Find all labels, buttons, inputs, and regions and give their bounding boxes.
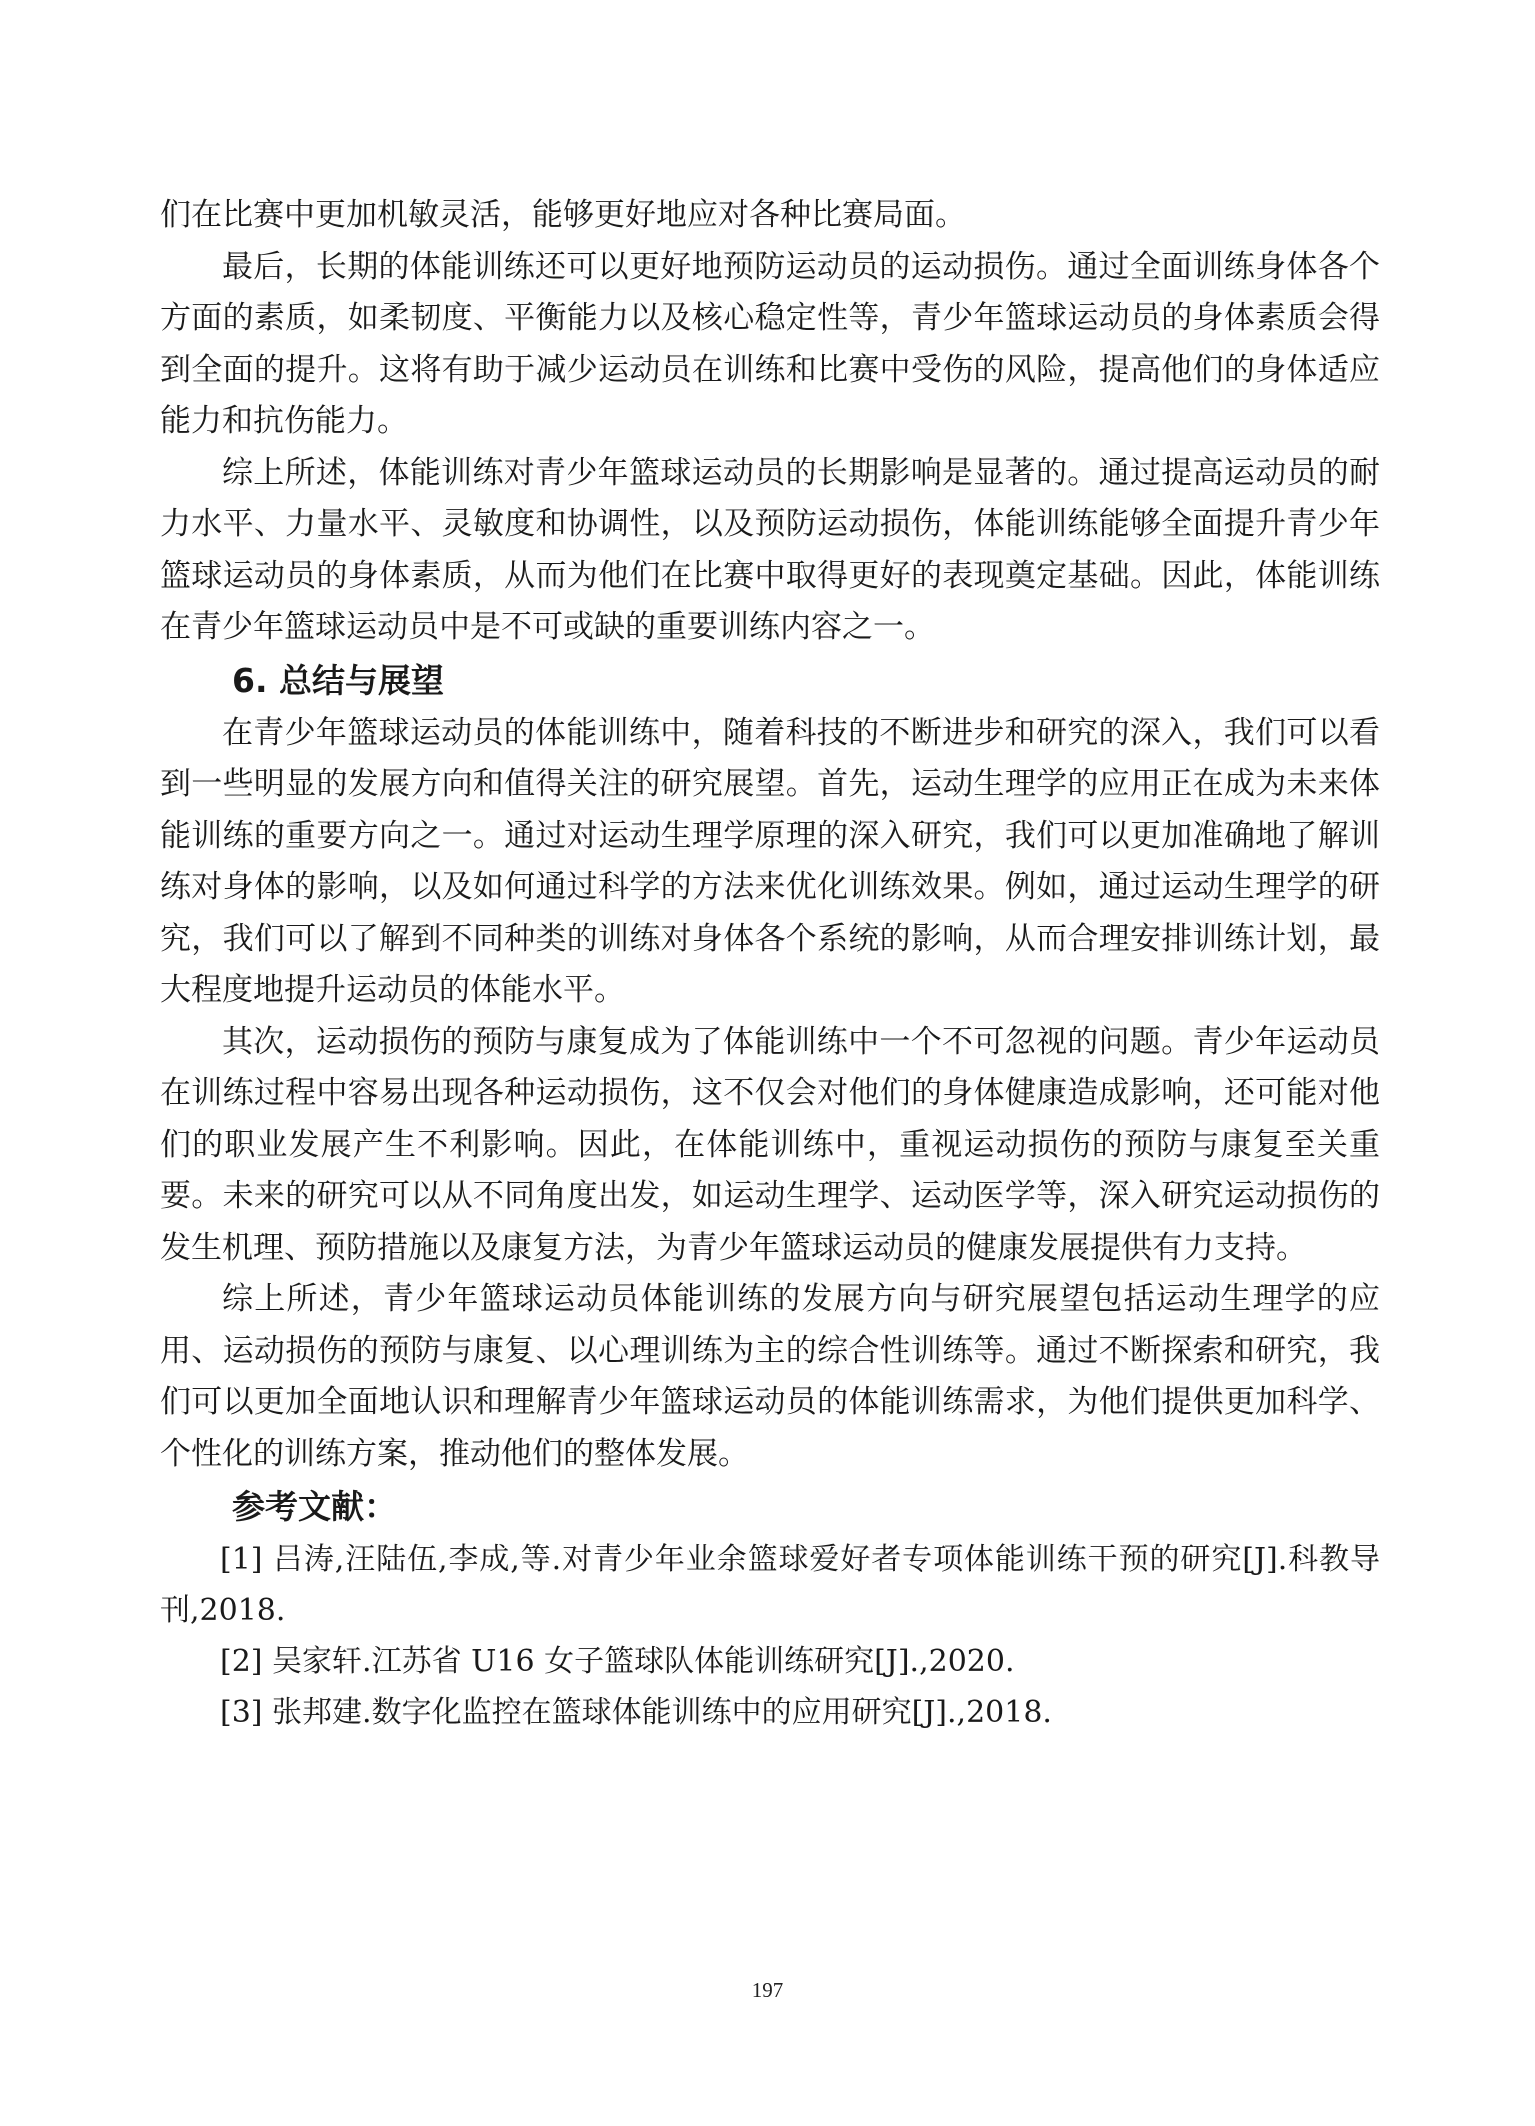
paragraph-outlook-3: 综上所述，青少年篮球运动员体能训练的发展方向与研究展望包括运动生理学的应用、运动损伤的预防与康复、以心理训练为主的综合性训练等。通过不断探索和研究，我们可以更加全面地认识和理解青少年篮球运动员的体能训练需求，为他们提供更加科学、个性化的训练方案，推动他们的整体发展。	[160, 1281, 1380, 1472]
references-heading: 参考文献：	[232, 1487, 397, 1526]
reference-item-1: [1] 吕涛,汪陆伍,李成,等.对青少年业余篮球爱好者专项体能训练干预的研究[J].科教导刊,2018.	[160, 1542, 1380, 1628]
paragraph-summary: 综上所述，体能训练对青少年篮球运动员的长期影响是显著的。通过提高运动员的耐力水平、力量水平、灵敏度和协调性，以及预防运动损伤，体能训练能够全面提升青少年篮球运动员的身体素质，从而为他们在比赛中取得更好的表现奠定基础。因此，体能训练在青少年篮球运动员中是不可或缺的重要训练内容之一。	[160, 454, 1380, 645]
reference-item-3: [3] 张邦建.数字化监控在篮球体能训练中的应用研究[J].,2018.	[220, 1695, 1052, 1730]
page-number: 197	[751, 1978, 784, 2002]
reference-item-2: [2] 吴家轩.江苏省 U16 女子篮球队体能训练研究[J].,2020.	[220, 1644, 1015, 1679]
section-heading-conclusion: 6. 总结与展望	[232, 660, 444, 700]
paragraph-outlook-2: 其次，运动损伤的预防与康复成为了体能训练中一个不可忽视的问题。青少年运动员在训练过程中容易出现各种运动损伤，这不仅会对他们的身体健康造成影响，还可能对他们的职业发展产生不利影响。因此，在体能训练中，重视运动损伤的预防与康复至关重要。未来的研究可以从不同角度出发，如运动生理学、运动医学等，深入研究运动损伤的发生机理、预防措施以及康复方法，为青少年篮球运动员的健康发展提供有力支持。	[160, 1023, 1380, 1266]
paragraph-continuation: 们在比赛中更加机敏灵活，能够更好地应对各种比赛局面。	[160, 197, 966, 233]
page-content	[160, 190, 1380, 1738]
paragraph-outlook-1: 在青少年篮球运动员的体能训练中，随着科技的不断进步和研究的深入，我们可以看到一些明显的发展方向和值得关注的研究展望。首先，运动生理学的应用正在成为未来体能训练的重要方向之一。通过对运动生理学原理的深入研究，我们可以更加准确地了解训练对身体的影响，以及如何通过科学的方法来优化训练效果。例如，通过运动生理学的研究，我们可以了解到不同种类的训练对身体各个系统的影响，从而合理安排训练计划，最大程度地提升运动员的体能水平。	[160, 714, 1380, 1008]
paragraph-injury-prevention: 最后，长期的体能训练还可以更好地预防运动员的运动损伤。通过全面训练身体各个方面的素质，如柔韧度、平衡能力以及核心稳定性等，青少年篮球运动员的身体素质会得到全面的提升。这将有助于减少运动员在训练和比赛中受伤的风险，提高他们的身体适应能力和抗伤能力。	[160, 248, 1380, 439]
